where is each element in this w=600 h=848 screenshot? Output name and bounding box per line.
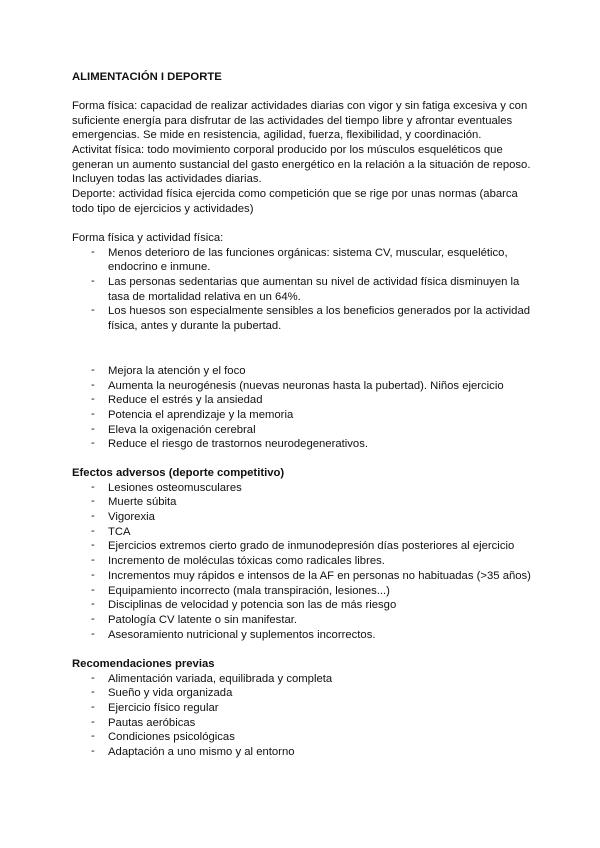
list-item	[72, 539, 542, 554]
list-item	[72, 525, 542, 540]
list-item	[72, 745, 542, 760]
bullet-dash: -	[91, 627, 95, 640]
recommendations-list	[72, 672, 542, 760]
list-item-text: Disciplinas de velocidad y potencia son las de más riesgo	[108, 599, 397, 612]
bullet-dash: -	[91, 554, 95, 567]
list-item	[72, 510, 542, 525]
recommendations-section	[72, 657, 542, 760]
list-item-text: Equipamiento incorrecto (mala transpiración, lesiones...)	[108, 584, 390, 597]
bullet-dash: -	[91, 304, 95, 317]
bullet-dash: -	[91, 583, 95, 596]
definition-line: generan un aumento sustancial del gasto energético en la relación a la situación de reposo.	[72, 158, 531, 171]
list-item	[72, 481, 542, 496]
bullet-dash: -	[91, 422, 95, 435]
fitness-heading: Forma física y actividad física:	[72, 232, 224, 244]
bullet-dash: -	[91, 730, 95, 743]
list-item	[72, 613, 542, 628]
bullet-dash: -	[91, 524, 95, 537]
list-item-text: Vigorexia	[108, 511, 155, 524]
list-item-text: Las personas sedentarias que aumentan su nivel de actividad física disminuyen la	[108, 276, 520, 289]
definition-line: todo tipo de ejercicios y actividades)	[72, 202, 254, 215]
bullet-dash: -	[91, 671, 95, 684]
list-item	[72, 393, 542, 408]
list-item	[72, 364, 542, 379]
bullet-dash: -	[91, 701, 95, 714]
document-title: ALIMENTACIÓN I DEPORTE	[72, 71, 222, 83]
list-item	[72, 701, 542, 716]
bullet-dash: -	[91, 686, 95, 699]
bullet-dash: -	[91, 378, 95, 391]
fitness-list	[72, 246, 542, 334]
definitions-paragraph	[72, 99, 542, 217]
brain-benefits-list	[72, 364, 542, 452]
list-item	[72, 569, 542, 584]
list-item-text: endocrino e inmune.	[108, 261, 211, 274]
definition-line: emergencias. Se mide en resistencia, agilidad, fuerza, flexibilidad, y coordinación.	[72, 129, 482, 142]
bullet-dash: -	[91, 393, 95, 406]
list-item-text: Incrementos muy rápidos e intensos de la AF en personas no habituadas (>35 años)	[108, 569, 531, 582]
list-item-text: Sueño y vida organizada	[108, 687, 233, 700]
definition-line: Deporte: actividad física ejercida como competición que se rige por unas normas (abarca	[72, 188, 518, 201]
list-item-text: Ejercicio físico regular	[108, 702, 219, 715]
bullet-dash: -	[91, 568, 95, 581]
bullet-dash: -	[91, 437, 95, 450]
list-item	[72, 554, 542, 569]
list-item	[72, 379, 542, 394]
bullet-dash: -	[91, 364, 95, 376]
fitness-section	[72, 231, 542, 334]
list-item	[72, 275, 542, 304]
list-item-text: Pautas aeróbicas	[108, 716, 196, 729]
list-item-text: Muerte súbita	[108, 496, 177, 509]
document-title-block	[72, 70, 542, 85]
list-item-text: física, antes y durante la pubertad.	[108, 320, 282, 333]
list-item	[72, 423, 542, 438]
list-item-text: Eleva la oxigenación cerebral	[108, 423, 256, 436]
bullet-dash: -	[91, 598, 95, 611]
list-item	[72, 598, 542, 613]
list-item	[72, 672, 542, 687]
recommendations-heading: Recomendaciones previas	[72, 658, 215, 670]
list-item-text: Patología CV latente o sin manifestar.	[108, 613, 298, 626]
list-item	[72, 246, 542, 275]
list-item-text: Alimentación variada, equilibrada y completa	[108, 672, 333, 685]
list-item-text: Ejercicios extremos cierto grado de inmunodepresión días posteriores al ejercicio	[108, 540, 515, 553]
bullet-dash: -	[91, 745, 95, 758]
list-item	[72, 408, 542, 423]
list-item-text: Potencia el aprendizaje y la memoria	[108, 409, 294, 422]
list-item-text: Lesiones osteomusculares	[108, 481, 242, 494]
list-item-text: Condiciones psicológicas	[108, 731, 235, 744]
list-item	[72, 304, 542, 333]
bullet-dash: -	[91, 495, 95, 508]
list-item-text: Mejora la atención y el foco	[108, 365, 246, 377]
bullet-dash: -	[91, 612, 95, 625]
adverse-list	[72, 481, 542, 643]
definition-line: Forma física: capacidad de realizar actividades diarias con vigor y sin fatiga excesiva y con	[72, 100, 528, 112]
list-item-text: Asesoramiento nutricional y suplementos incorrectos.	[108, 628, 376, 641]
list-item	[72, 730, 542, 745]
bullet-dash: -	[91, 480, 95, 493]
list-item-text: TCA	[108, 525, 131, 538]
list-item	[72, 716, 542, 731]
definition-line: suficiente energía para disfrutar de las actividades del tiempo libre y afrontar eventuales	[72, 114, 513, 127]
list-item-text: Menos deterioro de las funciones orgánicas: sistema CV, muscular, esquelético,	[108, 246, 508, 259]
adverse-heading: Efectos adversos (deporte competitivo)	[72, 467, 285, 479]
definition-line: Incluyen todas las actividades diarias.	[72, 173, 262, 186]
bullet-dash: -	[91, 408, 95, 421]
list-item-text: Reduce el estrés y la ansiedad	[108, 394, 263, 407]
list-item	[72, 686, 542, 701]
list-item-text: Incremento de moléculas tóxicas como radicales libres.	[108, 555, 385, 568]
list-item	[72, 495, 542, 510]
bullet-dash: -	[91, 510, 95, 523]
list-item-text: tasa de mortalidad relativa en un 64%.	[108, 290, 301, 303]
definition-line: Activitat física: todo movimiento corporal producido por los músculos esqueléticos que	[72, 144, 503, 157]
bullet-dash: -	[91, 715, 95, 728]
list-item-text: Los huesos son especialmente sensibles a los beneficios generados por la actividad	[108, 305, 531, 318]
list-item-text: Reduce el riesgo de trastornos neurodegenerativos.	[108, 438, 368, 451]
bullet-dash: -	[91, 539, 95, 552]
list-item-text: Adaptación a uno mismo y al entorno	[108, 746, 295, 759]
list-item	[72, 628, 542, 643]
adverse-effects-section	[72, 466, 542, 642]
list-item	[72, 584, 542, 599]
list-item	[72, 437, 542, 452]
bullet-dash: -	[91, 245, 95, 258]
list-item-text: Aumenta la neurogénesis (nuevas neuronas hasta la pubertad). Niños ejercicio	[108, 379, 504, 392]
bullet-dash: -	[91, 275, 95, 288]
